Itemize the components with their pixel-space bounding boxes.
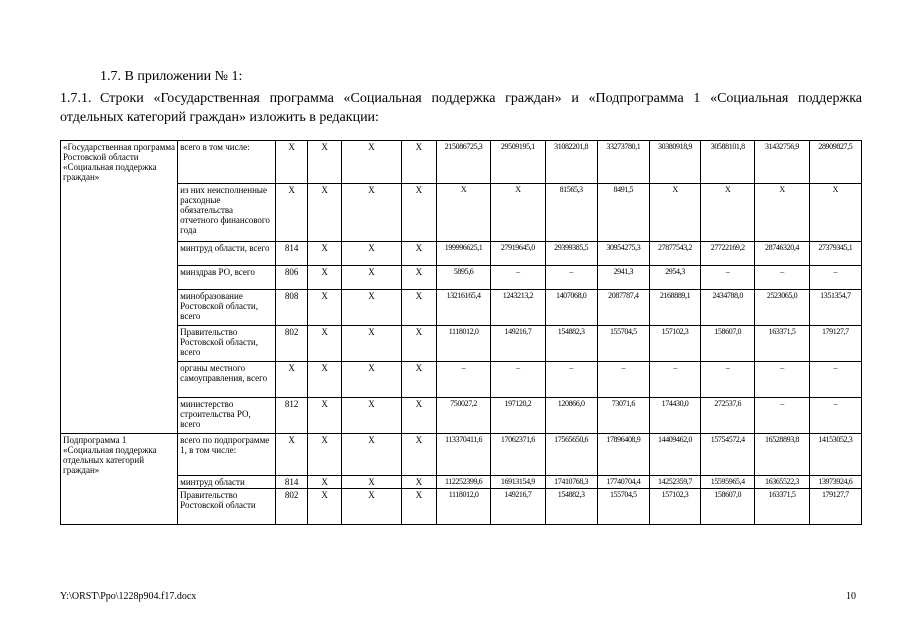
value-cell: – (809, 361, 861, 397)
value-cell: 31082201,8 (545, 141, 597, 184)
code-cell: 814 (276, 241, 308, 265)
code-cell: X (401, 325, 436, 361)
paragraph-text: Строки «Государственная программа «Социальная поддержка граждан» и «Подпрограмма 1 «Социальная поддержка отдельных категорий граждан» изложить в редакции: (60, 91, 862, 125)
paragraph-number: 1.7.1. (60, 91, 92, 106)
value-cell: – (701, 265, 755, 289)
value-cell: 27379345,1 (809, 241, 861, 265)
code-cell: X (308, 265, 342, 289)
code-cell: X (342, 476, 402, 489)
value-cell: 5895,6 (436, 265, 490, 289)
code-cell: X (401, 489, 436, 525)
value-cell: – (436, 361, 490, 397)
value-cell: 2434788,0 (701, 289, 755, 325)
program-table (60, 140, 862, 525)
footer-page-number: 10 (846, 591, 856, 602)
value-cell: 157102,3 (649, 325, 700, 361)
value-cell: X (701, 183, 755, 241)
value-cell: 17565650,6 (545, 433, 597, 476)
code-cell: 814 (276, 476, 308, 489)
code-cell: X (401, 183, 436, 241)
row-label-cell: Правительство Ростовской области (178, 489, 276, 525)
row-label-cell: минтруд области, всего (178, 241, 276, 265)
code-cell: X (308, 489, 342, 525)
value-cell: – (809, 265, 861, 289)
code-cell: 802 (276, 489, 308, 525)
value-cell: 158607,0 (701, 325, 755, 361)
value-cell: 163371,5 (755, 325, 809, 361)
program-name-cell (61, 241, 178, 265)
row-label-cell: всего в том числе: (178, 141, 276, 184)
value-cell: 33273780,1 (597, 141, 649, 184)
value-cell: 215086725,3 (436, 141, 490, 184)
code-cell: X (308, 289, 342, 325)
value-cell: 15595965,4 (701, 476, 755, 489)
value-cell: 27722169,2 (701, 241, 755, 265)
table-row (61, 476, 862, 489)
value-cell: – (545, 265, 597, 289)
value-cell: 17896408,9 (597, 433, 649, 476)
code-cell: X (401, 141, 436, 184)
code-cell: X (276, 433, 308, 476)
value-cell: – (755, 397, 809, 433)
value-cell: – (491, 361, 545, 397)
program-name-cell: Подпрограмма 1 «Социальная поддержка отдельных категорий граждан» (61, 433, 178, 476)
value-cell: 73071,6 (597, 397, 649, 433)
table-row (61, 489, 862, 525)
code-cell: X (401, 397, 436, 433)
value-cell: 2168889,1 (649, 289, 700, 325)
code-cell: 812 (276, 397, 308, 433)
value-cell: 155704,5 (597, 325, 649, 361)
value-cell: – (809, 397, 861, 433)
value-cell: 14153052,3 (809, 433, 861, 476)
value-cell: – (755, 361, 809, 397)
value-cell: 113370411,6 (436, 433, 490, 476)
value-cell: 27877543,2 (649, 241, 700, 265)
value-cell: 28746320,4 (755, 241, 809, 265)
table-row (61, 183, 862, 241)
code-cell: X (401, 476, 436, 489)
value-cell: – (649, 361, 700, 397)
value-cell: – (755, 265, 809, 289)
code-cell: X (342, 361, 402, 397)
table-row (61, 265, 862, 289)
value-cell: 112252399,6 (436, 476, 490, 489)
program-name-cell (61, 265, 178, 289)
value-cell: 149216,7 (491, 325, 545, 361)
value-cell: 17062371,6 (491, 433, 545, 476)
value-cell: – (701, 361, 755, 397)
value-cell: 15754572,4 (701, 433, 755, 476)
value-cell: 157102,3 (649, 489, 700, 525)
code-cell: X (308, 361, 342, 397)
value-cell: 199996625,1 (436, 241, 490, 265)
value-cell: X (755, 183, 809, 241)
row-label-cell: Правительство Ростовской области, всего (178, 325, 276, 361)
value-cell: 13973924,6 (809, 476, 861, 489)
value-cell: 750027,2 (436, 397, 490, 433)
value-cell: 2954,3 (649, 265, 700, 289)
value-cell: 29509195,1 (491, 141, 545, 184)
footer-file-path: Y:\ORST\Ppo\1228p904.f17.docx (60, 591, 197, 602)
code-cell: X (401, 289, 436, 325)
value-cell: 120866,0 (545, 397, 597, 433)
code-cell: X (308, 141, 342, 184)
table-row (61, 241, 862, 265)
code-cell: X (342, 265, 402, 289)
value-cell: 149216,7 (491, 489, 545, 525)
code-cell: X (342, 325, 402, 361)
code-cell: 808 (276, 289, 308, 325)
value-cell: 31432756,9 (755, 141, 809, 184)
program-name-cell (61, 325, 178, 361)
table-row (61, 325, 862, 361)
code-cell: X (342, 183, 402, 241)
value-cell: 158607,0 (701, 489, 755, 525)
table-row (61, 433, 862, 476)
code-cell: X (308, 183, 342, 241)
code-cell: X (276, 361, 308, 397)
code-cell: X (276, 141, 308, 184)
row-label-cell: минобразование Ростовской области, всего (178, 289, 276, 325)
row-label-cell: органы местного самоуправления, всего (178, 361, 276, 397)
program-name-cell (61, 183, 178, 241)
value-cell: 1407068,0 (545, 289, 597, 325)
value-cell: 179127,7 (809, 325, 861, 361)
value-cell: 1118012,0 (436, 325, 490, 361)
program-name-cell (61, 476, 178, 489)
program-name-cell (61, 289, 178, 325)
code-cell: X (308, 325, 342, 361)
value-cell: 2087787,4 (597, 289, 649, 325)
value-cell: 2523065,0 (755, 289, 809, 325)
value-cell: X (809, 183, 861, 241)
code-cell: X (276, 183, 308, 241)
table-row (61, 141, 862, 184)
value-cell: 28909827,5 (809, 141, 861, 184)
value-cell: 30954275,3 (597, 241, 649, 265)
code-cell: X (342, 489, 402, 525)
value-cell: 179127,7 (809, 489, 861, 525)
program-name-cell (61, 489, 178, 525)
code-cell: X (342, 397, 402, 433)
value-cell: 30380918,9 (649, 141, 700, 184)
value-cell: 197120,2 (491, 397, 545, 433)
code-cell: X (401, 361, 436, 397)
value-cell: 14409462,0 (649, 433, 700, 476)
value-cell: X (491, 183, 545, 241)
program-name-cell: «Государственная программа Ростовской области «Социальная поддержка граждан» (61, 141, 178, 184)
code-cell: 802 (276, 325, 308, 361)
code-cell: X (401, 433, 436, 476)
program-name-cell (61, 397, 178, 433)
value-cell: 155704,5 (597, 489, 649, 525)
value-cell: 14252359,7 (649, 476, 700, 489)
value-cell: 16365522,3 (755, 476, 809, 489)
section-paragraph (60, 89, 862, 127)
value-cell: 8491,5 (597, 183, 649, 241)
value-cell: 16913154,9 (491, 476, 545, 489)
value-cell: 163371,5 (755, 489, 809, 525)
code-cell: X (401, 241, 436, 265)
value-cell: 17410768,3 (545, 476, 597, 489)
value-cell: 30588101,8 (701, 141, 755, 184)
code-cell: X (342, 141, 402, 184)
table-row (61, 361, 862, 397)
value-cell: 13216165,4 (436, 289, 490, 325)
value-cell: 17740704,4 (597, 476, 649, 489)
value-cell: 2941,3 (597, 265, 649, 289)
value-cell: 154882,3 (545, 325, 597, 361)
value-cell: 154882,3 (545, 489, 597, 525)
row-label-cell: минтруд области (178, 476, 276, 489)
table-row (61, 289, 862, 325)
value-cell: 1351354,7 (809, 289, 861, 325)
code-cell: X (308, 476, 342, 489)
code-cell: 806 (276, 265, 308, 289)
code-cell: X (342, 241, 402, 265)
code-cell: X (308, 241, 342, 265)
row-label-cell: всего по подпрограмме 1, в том числе: (178, 433, 276, 476)
value-cell: 174430,0 (649, 397, 700, 433)
value-cell: – (491, 265, 545, 289)
value-cell: X (436, 183, 490, 241)
program-name-cell (61, 361, 178, 397)
value-cell: 272537,6 (701, 397, 755, 433)
value-cell: 29399385,5 (545, 241, 597, 265)
value-cell: 81565,3 (545, 183, 597, 241)
code-cell: X (342, 433, 402, 476)
value-cell: X (649, 183, 700, 241)
section-heading: 1.7. В приложении № 1: (100, 69, 243, 84)
row-label-cell: из них неисполненные расходные обязательства отчетного финансового года (178, 183, 276, 241)
code-cell: X (401, 265, 436, 289)
row-label-cell: минздрав РО, всего (178, 265, 276, 289)
value-cell: – (545, 361, 597, 397)
code-cell: X (308, 433, 342, 476)
value-cell: 1243213,2 (491, 289, 545, 325)
row-label-cell: министерство строительства РО, всего (178, 397, 276, 433)
value-cell: 16528893,8 (755, 433, 809, 476)
table-row (61, 397, 862, 433)
code-cell: X (308, 397, 342, 433)
value-cell: 1118012,0 (436, 489, 490, 525)
value-cell: – (597, 361, 649, 397)
value-cell: 27919645,0 (491, 241, 545, 265)
code-cell: X (342, 289, 402, 325)
